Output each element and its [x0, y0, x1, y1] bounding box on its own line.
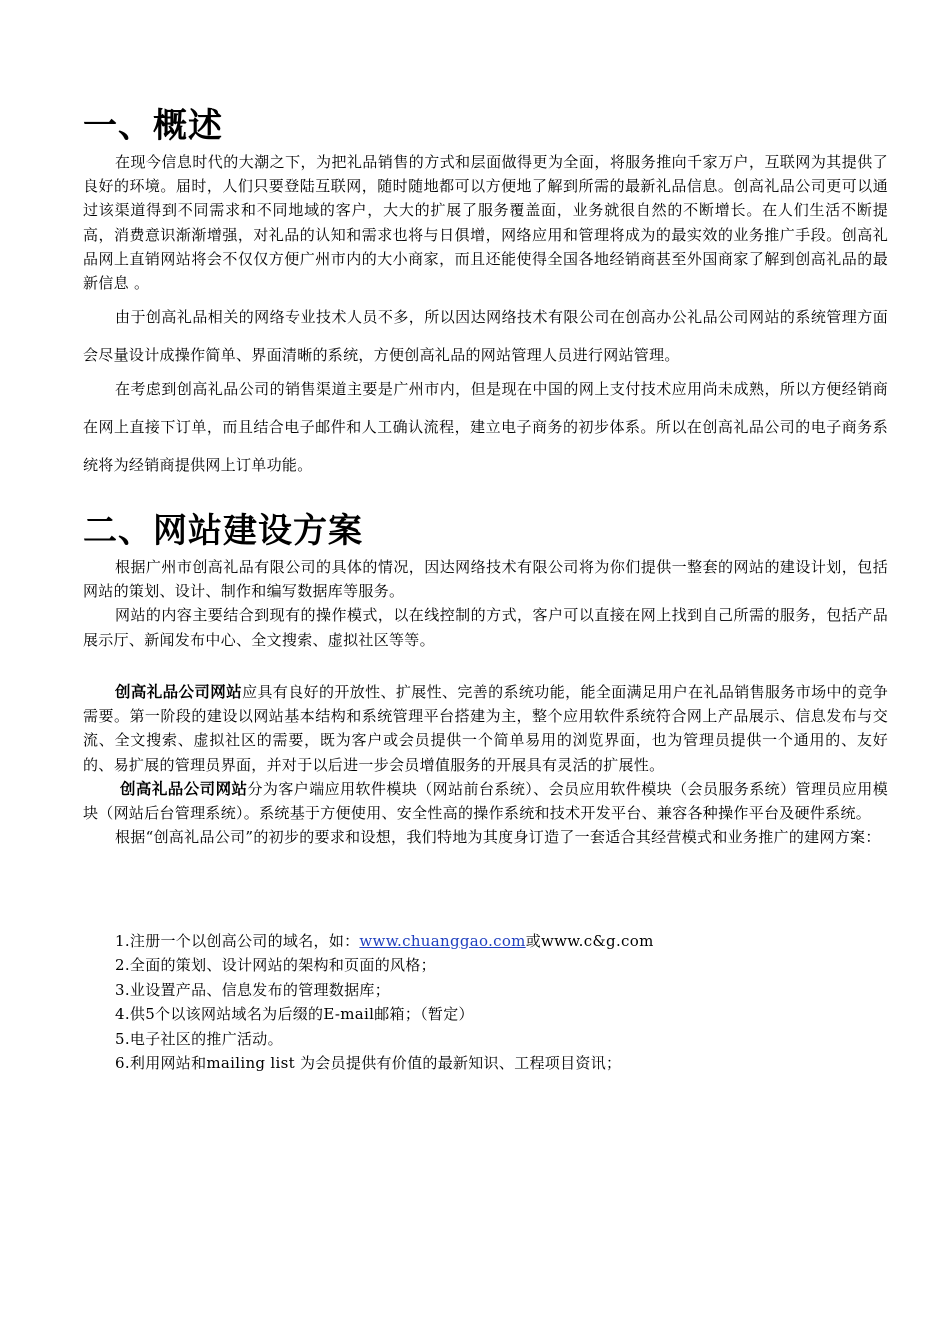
list-item-4: 4.供5个以该网站域名为后缀的E-mail邮箱；（暂定） — [115, 1005, 474, 1024]
company-site-bold: 创高礼品公司网站 — [115, 683, 243, 701]
list-item-6: 6.利用网站和mailing list 为会员提供有价值的最新知识、工程项目资讯； — [115, 1054, 622, 1073]
overview-paragraph-3: 在考虑到创高礼品公司的销售渠道主要是广州市内，但是现在中国的网上支付技术应用尚未成熟，所以方便经销商在网上直接下订单，而且结合电子邮件和人工确认流程，建立电子商务的初步体系。所以在创高礼品公司的电子商务系统将为经销商提供网上订单功能。 — [83, 380, 888, 474]
overview-paragraph-1: 在现今信息时代的大潮之下，为把礼品销售的方式和层面做得更为全面，将服务推向千家万户，互联网为其提供了良好的环境。届时，人们只要登陆互联网，随时随地都可以方便地了解到所需的最新礼品信息。创高礼品公司更可以通过该渠道得到不同需求和不同地域的客户，大大的扩展了服务覆盖面，业务就很自然的不断增长。在人们生活不断提高，消费意识渐渐增强，对礼品的认知和需求也将与日俱增，网络应用和管理将成为的最实效的业务推广手段。创高礼品网上直销网站将会不仅仅方便广州市内的大小商家，而且还能使得全国各地经销商甚至外国商家了解到创高礼品的最新信息 。 — [83, 153, 888, 293]
section-heading-overview: 一、概述 — [83, 106, 223, 146]
plan-body-2 — [83, 680, 888, 849]
list-item-3: 3.业设置产品、信息发布的管理数据库； — [115, 980, 391, 999]
plan-paragraph-3-text: 应具有良好的开放性、扩展性、完善的系统功能，能全面满足用户在礼品销售服务市场中的竞争需要。第一阶段的建设以网站基本结构和系统管理平台搭建为主，整个应用软件系统符合网上产品展示、信息发布与交流、全文搜索、虚拟社区的需要，既为客户或会员提供一个简单易用的浏览界面，也为管理员提供一个通用的、友好的、易扩展的管理员界面，并对于以后进一步会员增值服务的开展具有灵活的扩展性。 — [83, 683, 889, 774]
overview-body — [83, 150, 888, 295]
plan-paragraph-3 — [83, 680, 888, 777]
plan-paragraph-2: 网站的内容主要结合到现有的操作模式，以在线控制的方式，客户可以直接在网上找到自己所需的服务，包括产品展示厅、新闻发布中心、全文搜索、虚拟社区等等。 — [83, 606, 888, 649]
plan-paragraph-5: 根据“创高礼品公司”的初步的要求和设想，我们特地为其度身订造了一套适合其经营模式和业务推广的建网方案： — [115, 828, 881, 847]
company-site-bold-2: 创高礼品公司网站 — [120, 779, 248, 798]
plan-body-1 — [83, 555, 888, 652]
domain-link[interactable]: www.chuanggao.com — [359, 932, 526, 950]
plan-paragraph-4 — [83, 777, 888, 825]
overview-body-2 — [83, 298, 888, 374]
list-item-5: 5.电子社区的推广活动。 — [115, 1029, 283, 1048]
list-item-1: 1.注册一个以创高公司的域名，如：www.chuanggao.com或www.c&g.com — [115, 932, 654, 950]
overview-body-3 — [83, 370, 888, 484]
section-heading-website-plan: 二、网站建设方案 — [83, 511, 363, 551]
plan-list — [83, 929, 888, 1075]
list-item-2: 2.全面的策划、设计网站的架构和页面的风格； — [115, 956, 436, 975]
plan-paragraph-1: 根据广州市创高礼品有限公司的具体的情况，因达网络技术有限公司将为你们提供一整套的网站的建设计划，包括网站的策划、设计、制作和编写数据库等服务。 — [83, 558, 888, 601]
overview-paragraph-2: 由于创高礼品相关的网络专业技术人员不多，所以因达网络技术有限公司在创高办公礼品公司网站的系统管理方面会尽量设计成操作简单、界面清晰的系统，方便创高礼品的网站管理人员进行网站管理。 — [83, 308, 888, 364]
plan-paragraph-4-text: 分为客户端应用软件模块（网站前台系统）、会员应用软件模块（会员服务系统）管理员应用模块（网站后台管理系统）。系统基于方便使用、安全性高的操作系统和技术开发平台、兼容各种操作平台及硬件系统。 — [83, 779, 888, 823]
